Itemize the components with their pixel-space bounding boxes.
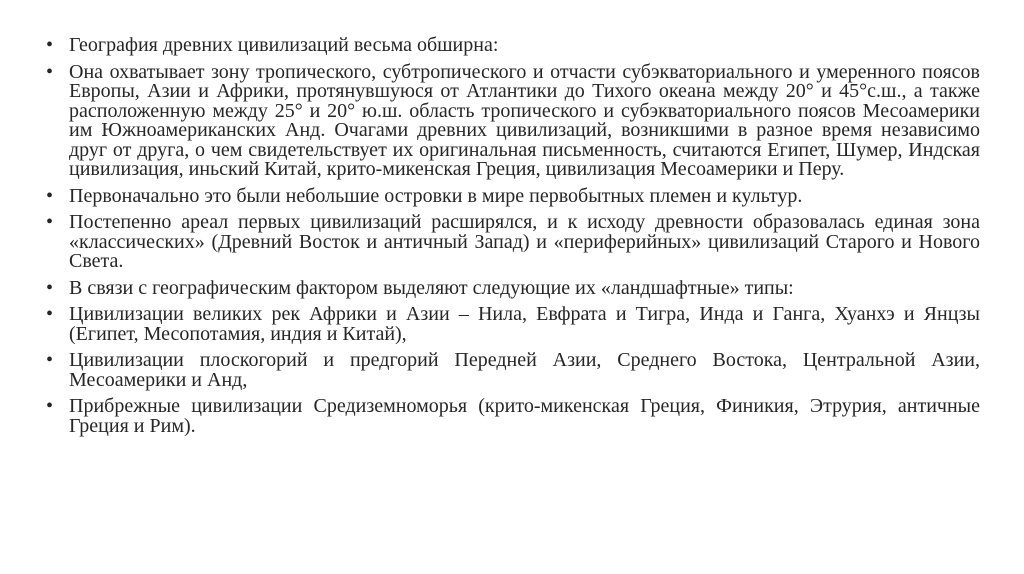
bullet-item <box>46 213 980 272</box>
bullet-text: География древних цивилизаций весьма обширна: <box>69 34 499 56</box>
bullet-text: Цивилизации плоскогорий и предгорий Передней Азии, Среднего Востока, Центральной Азии, Месоамерики и Анд, <box>69 349 980 391</box>
bullet-icon: • <box>46 60 54 83</box>
bullet-icon: • <box>46 276 54 299</box>
bullet-item <box>46 276 980 299</box>
bullet-text: Первоначально это были небольшие островки в мире первобытных племен и культур. <box>69 184 803 207</box>
bullet-item <box>46 60 980 180</box>
bullet-text: В связи с географическим фактором выделяют следующие их «ландшафтные» типы: <box>69 276 794 299</box>
bullet-item <box>46 351 980 390</box>
bullet-item <box>46 184 980 207</box>
bullet-icon: • <box>46 184 54 207</box>
bullet-icon: • <box>46 34 54 56</box>
bullet-item <box>46 36 980 56</box>
bullet-icon: • <box>46 395 54 417</box>
bullet-icon: • <box>46 303 54 325</box>
bullet-text: Постепенно ареал первых цивилизаций расширялся, и к исходу древности образовалась единая зона «классических» (Древний Восток и античный Запад) и «периферийных» цивилизаций Старого и Нового Света. <box>69 211 980 272</box>
bullet-icon: • <box>46 349 54 371</box>
bullet-item <box>46 305 980 344</box>
bullet-text: Она охватывает зону тропического, субтропического и отчасти субэкваториального и умеренного поясов Европы, Азии и Африки, протянувшуюся от Атлантики до Тихого океана между 20° и 45°с.ш., а также расположенную между 25° и 20° ю.ш. область тропического и субэкваториального поясов Месоамерики им Южноамериканских Анд. Очагами древних цивилизаций, возникшими в разное время независимо друг от друга, о чем свидетельствует их оригинальная письменность, считаются Египет, Шумер, Индская цивилизация, иньский Китай, крито-микенская Греция, цивилизация Месоамерики и Перу. <box>69 60 980 180</box>
bullet-text: Прибрежные цивилизации Средиземноморья (крито-микенская Греция, Финикия, Этрурия, античные Греция и Рим). <box>69 395 980 437</box>
bullet-item <box>46 397 980 436</box>
bullet-list <box>46 36 980 443</box>
bullet-icon: • <box>46 211 54 233</box>
bullet-text: Цивилизации великих рек Африки и Азии – Нила, Евфрата и Тигра, Инда и Ганга, Хуанхэ и Янцзы (Египет, Месопотамия, индия и Китай), <box>69 303 980 345</box>
